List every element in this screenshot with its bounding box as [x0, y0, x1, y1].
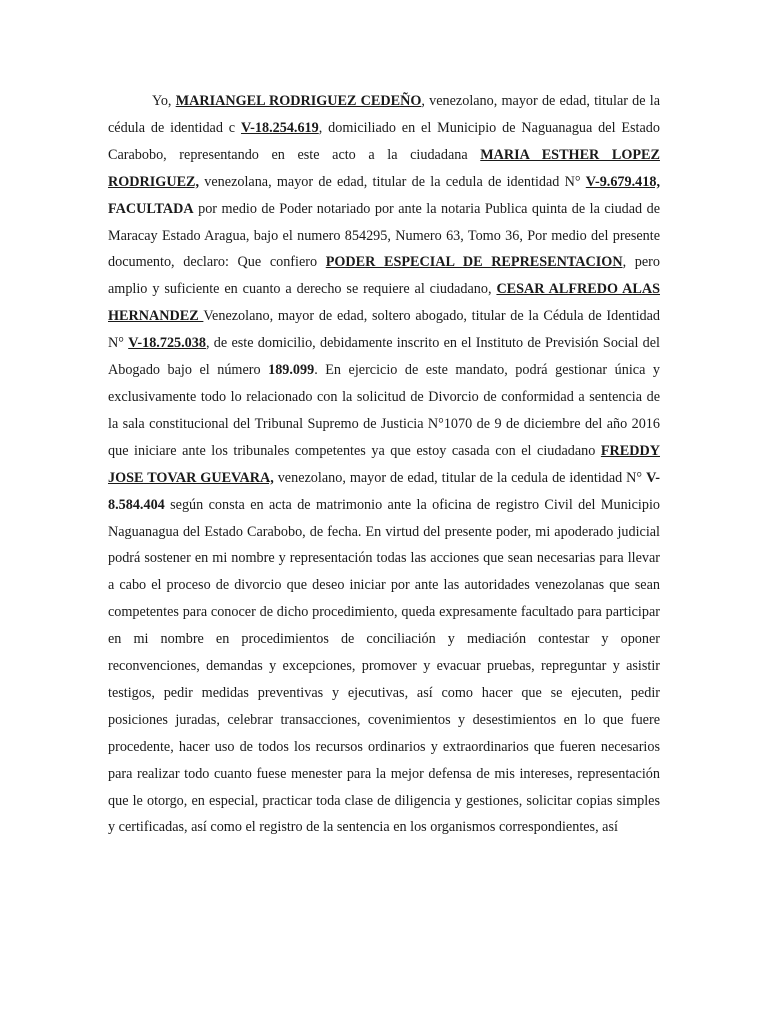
- text-segment: . En ejercicio de este mandato, podrá gestionar única y exclusivamente todo lo relacionado con la solicitud de Divorcio de conformidad a sentencia de la sala constitucional del Tribunal Supremo de Justicia N°1070 de 9 de diciembre del año 2016 que iniciare ante los tribunales competentes ya que estoy casada con el ciudadano: [108, 362, 660, 459]
- power-of-attorney-paragraph: [108, 88, 660, 841]
- represented-citizen-id-number: V-9.679.418,: [585, 173, 660, 190]
- grantor-id-number: V-18.254.619: [240, 119, 319, 136]
- text-segment: , de este domicilio, debidamente inscrito en el Instituto de Previsión Social del Abogado bajo el número: [108, 335, 660, 379]
- text-segment: según consta en acta de matrimonio ante la oficina de registro Civil del Municipio Naguanagua del Estado Carabobo, de fecha. En virtud del presente poder, mi apoderado judicial podrá sostener en mi nombre y representación todas las acciones que sean necesarias para llevar a cabo el proceso de divorcio que deseo iniciar por ante las autoridades venezolanas que sean competentes para conocer de dicho procedimiento, queda expresamente facultado para participar en mi nombre en procedimientos de conciliación y mediación contestar y oponer reconvenciones, demandas y excepciones, promover y evacuar pruebas, repreguntar y asistir testigos, pedir medidas preventivas y ejecutivas, así como hacer que se ejecuten, pedir posiciones juradas, celebrar transacciones, covenimientos y desestimientos en lo que fuere procedente, hacer uso de todos los recursos ordinarios y extraordinarios que fueren necesarios para realizar todo cuanto fuese menester para la mejor defensa de mis intereses, representación que le otorgo, en especial, practicar toda clase de diligencia y gestiones, solicitar copias simples y certificadas, así como el registro de la sentencia en los organismos correspondientes, así: [108, 496, 660, 836]
- text-segment: Venezolano, mayor de edad, soltero abogado, titular de la Cédula de Identidad N°: [108, 308, 661, 352]
- attorney-name: CESAR ALFREDO ALAS HERNANDEZ: [108, 281, 660, 325]
- facultada-label: FACULTADA: [108, 200, 194, 217]
- spouse-name: FREDDY JOSE TOVAR GUEVARA,: [108, 442, 660, 486]
- text-segment: por medio de Poder notariado por ante la notaria Publica quinta de la ciudad de Maracay Estado Aragua, bajo el numero 854295, Numero 63, Tomo 36, Por medio del presente documento, declaro: Que confiero: [108, 200, 660, 271]
- special-power-title: PODER ESPECIAL DE REPRESENTACION: [325, 254, 623, 271]
- text-segment: venezolana, mayor de edad, titular de la cedula de identidad N°: [199, 173, 586, 190]
- text-segment: Yo,: [152, 93, 176, 109]
- text-segment: , domiciliado en el Municipio de Naguanagua del Estado Carabobo, representando en este acto a la ciudadana: [108, 119, 660, 163]
- ipsa-number: 189.099: [268, 362, 315, 379]
- spouse-id-number: V-8.584.404: [108, 469, 660, 513]
- text-segment: , pero amplio y suficiente en cuanto a derecho se requiere al ciudadano,: [108, 254, 660, 298]
- grantor-name: MARIANGEL RODRIGUEZ CEDEÑO: [175, 93, 422, 109]
- represented-citizen-name: MARIA ESTHER LOPEZ RODRIGUEZ,: [108, 146, 660, 190]
- attorney-id-number: V-18.725.038: [128, 335, 206, 352]
- text-segment: venezolano, mayor de edad, titular de la cedula de identidad N°: [273, 469, 647, 486]
- text-segment: , venezolano, mayor de edad, titular de la cédula de identidad c: [108, 93, 661, 136]
